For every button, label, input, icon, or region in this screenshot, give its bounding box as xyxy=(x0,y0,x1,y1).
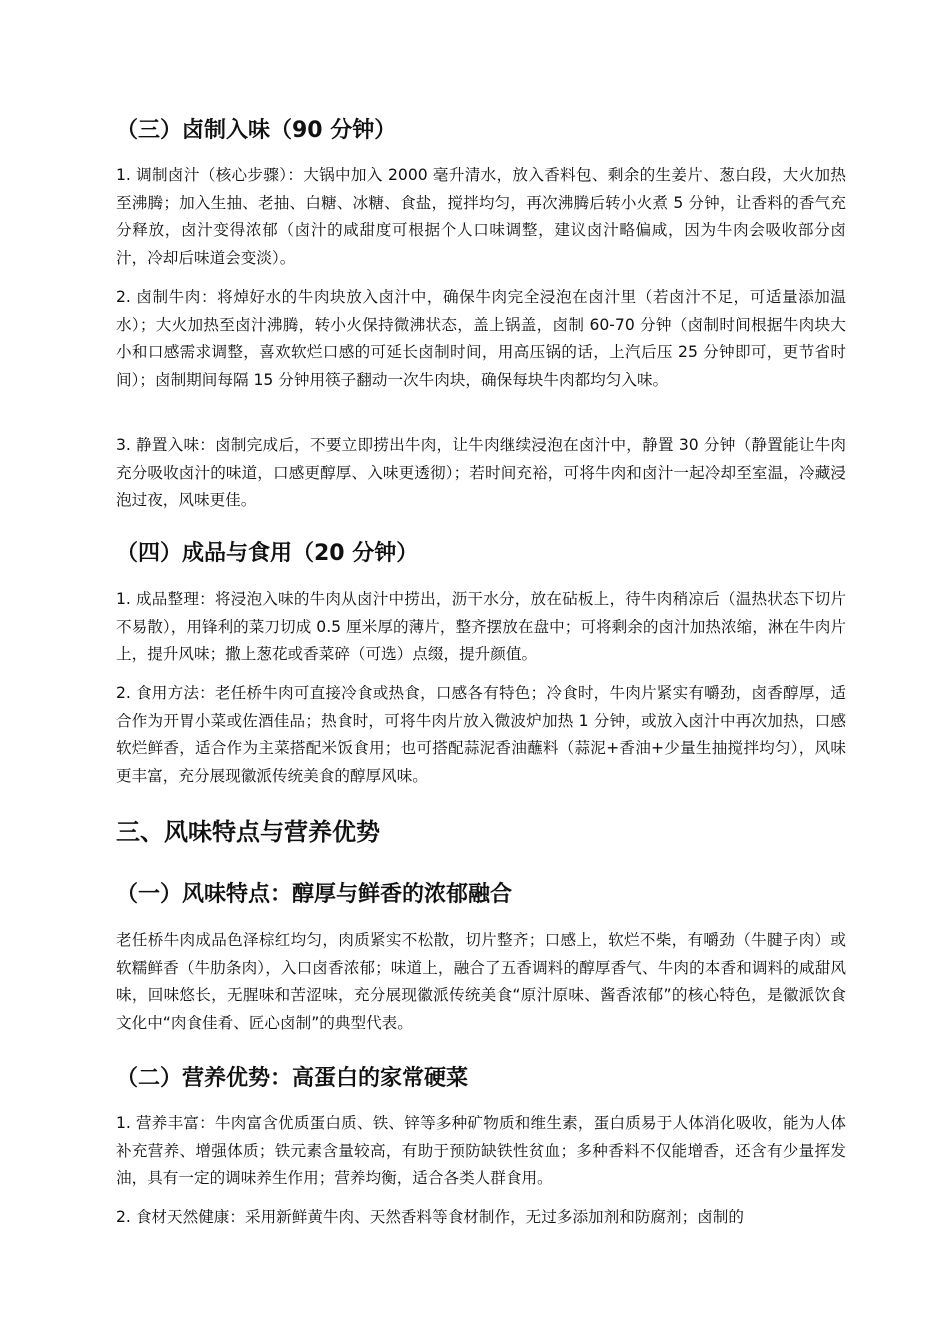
section-heading-nutrition: （二）营养优势：高蛋白的家常硬菜 xyxy=(116,1066,469,1091)
section-heading-braising: （三）卤制入味（90 分钟） xyxy=(116,118,397,143)
part-heading-flavor-nutrition: 三、风味特点与营养优势 xyxy=(116,818,380,846)
paragraph-finishing: 1. 成品整理：将浸泡入味的牛肉从卤汁中捞出，沥干水分，放在砧板上，待牛肉稍凉后（温热状态下切片不易散），用锋利的菜刀切成 0.5 厘米厚的薄片，整齐摆放在盘中；可将剩余的卤汁加热浓缩，淋在牛肉片上，提升风味；撒上葱花或香菜碎（可选）点缀，提升颜值。 xyxy=(116,590,846,663)
paragraph-flavor: 老任桥牛肉成品色泽棕红均匀，肉质紧实不松散，切片整齐；口感上，软烂不柴，有嚼劲（牛腱子肉）或软糯鲜香（牛肋条肉），入口卤香浓郁；味道上，融合了五香调料的醇厚香气、牛肉的本香和调料的咸甜风味，回味悠长，无腥味和苦涩味，充分展现徽派传统美食“原汁原味、酱香浓郁”的核心特色，是徽派饮食文化中“肉食佳肴、匠心卤制”的典型代表。 xyxy=(116,931,846,1032)
section-heading-flavor: （一）风味特点：醇厚与鲜香的浓郁融合 xyxy=(116,882,513,907)
section-heading-serving: （四）成品与食用（20 分钟） xyxy=(116,541,419,566)
paragraph-natural-ingredients: 2. 食材天然健康：采用新鲜黄牛肉、天然香料等食材制作，无过多添加剂和防腐剂；卤制的 xyxy=(116,1208,744,1226)
paragraph-eating-method: 2. 食用方法：老任桥牛肉可直接冷食或热食，口感各有特色；冷食时，牛肉片紧实有嚼劲，卤香醇厚，适合作为开胃小菜或佐酒佳品；热食时，可将牛肉片放入微波炉加热 1 分钟，或放入卤汁中再次加热，口感软烂鲜香，适合作为主菜搭配米饭食用；也可搭配蒜泥香油蘸料（蒜泥+香油+少量生抽搅拌均匀），风味更丰富，充分展现徽派传统美食的醇厚风味。 xyxy=(116,684,846,785)
paragraph-resting: 3. 静置入味：卤制完成后，不要立即捞出牛肉，让牛肉继续浸泡在卤汁中，静置 30 分钟（静置能让牛肉充分吸收卤汁的味道，口感更醇厚、入味更透彻）；若时间充裕，可将牛肉和卤汁一起冷却至室温，冷藏浸泡过夜，风味更佳。 xyxy=(116,436,846,509)
paragraph-prepare-brine: 1. 调制卤汁（核心步骤）：大锅中加入 2000 毫升清水，放入香料包、剩余的生姜片、葱白段，大火加热至沸腾；加入生抽、老抽、白糖、冰糖、食盐，搅拌均匀，再次沸腾后转小火煮 5 分钟，让香料的香气充分释放，卤汁变得浓郁（卤汁的咸甜度可根据个人口味调整，建议卤汁略偏咸，因为牛肉会吸收部分卤汁，冷却后味道会变淡）。 xyxy=(116,166,846,267)
paragraph-nutrition: 1. 营养丰富：牛肉富含优质蛋白质、铁、锌等多种矿物质和维生素，蛋白质易于人体消化吸收，能为人体补充营养、增强体质；铁元素含量较高，有助于预防缺铁性贫血；多种香料不仅能增香，还含有少量挥发油，具有一定的调味养生作用；营养均衡，适合各类人群食用。 xyxy=(116,1114,846,1187)
paragraph-braise-beef: 2. 卤制牛肉：将焯好水的牛肉块放入卤汁中，确保牛肉完全浸泡在卤汁里（若卤汁不足，可适量添加温水）；大火加热至卤汁沸腾，转小火保持微沸状态，盖上锅盖，卤制 60-70 分钟（卤制时间根据牛肉块大小和口感需求调整，喜欢软烂口感的可延长卤制时间，用高压锅的话，上汽后压 25 分钟即可，更节省时间）；卤制期间每隔 15 分钟用筷子翻动一次牛肉块，确保每块牛肉都均匀入味。 xyxy=(116,288,846,389)
